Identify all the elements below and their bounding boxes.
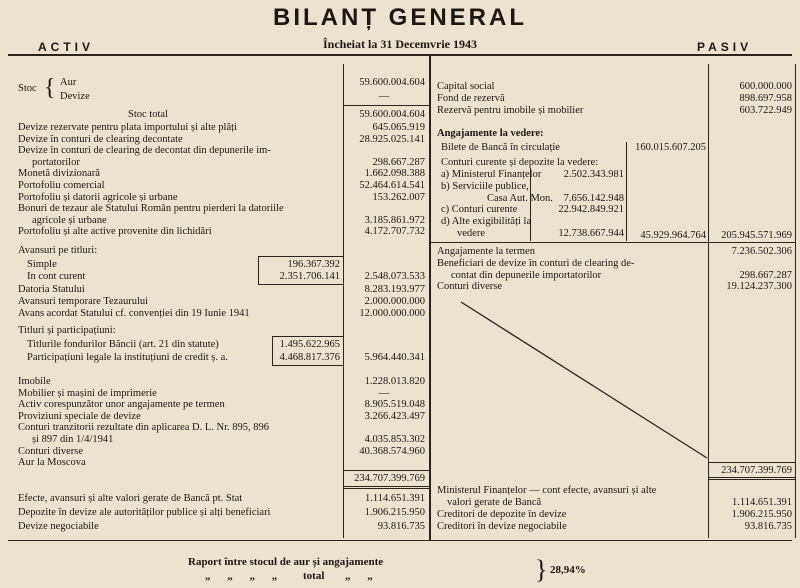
bilete-label: Bilete de Bancă în circulație [441, 142, 560, 153]
activ-row-label: Proviziuni speciale de devize [18, 410, 141, 422]
pasiv-row-value: 7.236.502.306 [731, 246, 792, 257]
activ-row-label: Activ corespunzător unor angajamente pe termen [18, 399, 225, 411]
activ-row-label: Devize rezervate pentru plata importului și alte plăți [18, 122, 237, 133]
conturi-sub-label: c) Conturi curente [441, 204, 518, 216]
pasiv-total: 234.707.399.769 [721, 465, 792, 476]
conturi-total: 45.929.964.764 [640, 230, 706, 241]
stoc-brace: { [44, 75, 56, 101]
bilete-value: 160.015.607.205 [635, 142, 706, 153]
raport-value: 28,94% [550, 564, 586, 576]
activ-row-value: 1.662.098.388 [364, 168, 425, 180]
activ-row-label: Datoria Statului [18, 284, 85, 295]
raport-line-2-prefix: „ „ „ „ [205, 570, 278, 582]
rule [708, 479, 795, 480]
pasiv-row-value: 19.124.237.300 [726, 281, 792, 293]
pasiv-row-label: Conturi diverse [437, 281, 503, 293]
activ-row-value: 153.262.007 [372, 191, 425, 203]
pasiv-row-value: 1.114.651.391 [732, 497, 792, 508]
avansuri-title: Avansuri pe titluri: [18, 245, 98, 256]
activ-row-value: 2.000.000.000 [364, 295, 425, 307]
filler-line [461, 302, 707, 458]
activ-row-value: 645.065.919 [372, 122, 425, 133]
conturi-sub-label: a) Ministerul Finanțelor [441, 169, 542, 180]
activ-row-value: 298.667.287 [372, 156, 425, 168]
activ-row-value: 1.228.013.820 [364, 376, 425, 387]
pasiv-row-value: 1.906.215.950 [731, 509, 792, 520]
activ-row-value: 52.464.614.541 [359, 180, 425, 191]
pasiv-row-value: 298.667.287 [739, 269, 792, 281]
activ-row-value: 8.905.519.048 [364, 399, 425, 411]
stoc-total-label: Stoc total [128, 109, 168, 120]
rule [431, 242, 795, 243]
activ-row-value: 1.114.651.391 [365, 493, 425, 504]
activ-row-value: 3.266.423.497 [364, 410, 425, 422]
header-rule [8, 54, 792, 56]
activ-row-label: Depozite în devize ale autorităților publice și alți beneficiari [18, 507, 271, 518]
conturi-sub-label: b) Serviciile publice, [441, 180, 529, 192]
pasiv-row-label: Creditori de depozite în devize [437, 509, 567, 520]
activ-row-label: Aur la Moscova [18, 457, 86, 469]
angajamente-title: Angajamente la vedere: [437, 128, 544, 139]
activ-heading: ACTIV [38, 40, 94, 54]
activ-row-value: 8.283.193.977 [364, 284, 425, 295]
pasiv-row-label: Angajamente la termen [437, 246, 535, 257]
activ-row-label: Portofoliu și alte active provenite din lichidări [18, 226, 212, 238]
pasiv-row-value: 93.816.735 [744, 521, 792, 532]
rule [343, 486, 429, 487]
activ-row-value: 12.000.000.000 [359, 307, 425, 319]
conturi-sub-label: vedere [457, 228, 485, 239]
conturi-sub-value: 7.656.142.948 [563, 192, 624, 204]
devize-value: — [378, 91, 390, 102]
activ-row-label: Efecte, avansuri și alte valori gerate de Bancă pt. Stat [18, 493, 243, 504]
pasiv-row-label: valori gerate de Bancă [447, 497, 542, 508]
pasiv-values-right-border [795, 64, 796, 538]
rule [343, 105, 429, 106]
activ-row-label: Portofoliu și datorii agricole și urbane [18, 191, 178, 203]
pasiv-row-value: 600.000.000 [739, 81, 792, 92]
activ-row-label: Bonuri de tezaur ale Statului Român pentru pierderi la datoriile [18, 203, 284, 215]
conturi-title: Conturi curente și depozite la vedere: [441, 157, 599, 168]
stoc-label: Stoc [18, 83, 37, 94]
pasiv-row-label: Capital social [437, 81, 495, 92]
aur-value: 59.600.004.604 [359, 77, 425, 88]
rule [708, 477, 795, 478]
pasiv-row-label: Ministerul Finanțelor — cont efecte, avansuri și alte [437, 485, 657, 496]
activ-total: 234.707.399.769 [354, 473, 425, 484]
titluri-fond-label: Titlurile fondurilor Băncii (art. 21 din statute) [27, 339, 219, 350]
pasiv-row-value: 898.697.958 [739, 92, 792, 104]
raport-line-1: Raport între stocul de aur și angajamente [188, 556, 384, 568]
angajamente-total: 205.945.571.969 [721, 230, 792, 241]
pasiv-row-label: Beneficiari de devize în conturi de clearing de- [437, 257, 635, 269]
pasiv-heading: PASIV [697, 40, 753, 54]
pasiv-row-value: 603.722.949 [739, 104, 792, 116]
pasiv-row-label: Rezervă pentru imobile și mobilier [437, 104, 584, 116]
activ-row-value: 3.185.861.972 [364, 214, 425, 226]
titluri-title: Titluri și participațiuni: [18, 325, 116, 336]
footer-rule [8, 540, 792, 541]
activ-row-label: Devize în conturi de clearing decontate [18, 133, 183, 145]
center-divider [429, 54, 431, 540]
activ-row-label: Devize negociabile [18, 521, 99, 532]
activ-row-label: Conturi diverse [18, 445, 84, 457]
page-title: BILANȚ GENERAL [273, 4, 527, 31]
aur-label: Aur [60, 77, 77, 88]
conturi-sub-label: Casa Aut. Mon. [487, 192, 553, 204]
raport-line-2-suffix: „ „ [345, 570, 373, 582]
conturi-sub-value: 22.942.849.921 [558, 204, 624, 216]
activ-row-label: și 897 din 1/4/1941 [32, 434, 114, 445]
activ-row-value: 4.035.853.302 [364, 434, 425, 445]
activ-row-label: Avansuri temporare Tezaurului [18, 295, 149, 307]
activ-row-label: portatorilor [32, 156, 80, 168]
rule [708, 462, 795, 463]
activ-row-value: 1.906.215.950 [364, 507, 425, 518]
raport-line-2-total: total [303, 570, 325, 582]
activ-row-value: 28.925.025.141 [359, 133, 425, 145]
stoc-total-value: 59.600.004.604 [359, 109, 425, 120]
activ-row-label: Mobilier și mașini de imprimerie [18, 387, 157, 399]
rule [343, 488, 429, 489]
page-subtitle: Încheiat la 31 Decemvrie 1943 [323, 37, 477, 51]
participatiuni-label: Participațiuni legale la instituțiuni de credit ș. a. [27, 352, 228, 363]
activ-row-label: Avans acordat Statului cf. convenției din 19 Iunie 1941 [18, 307, 250, 319]
activ-row-label: Portofoliu comercial [18, 180, 105, 191]
rule [343, 470, 429, 471]
cont-curent-value: 2.351.706.141 [279, 271, 340, 282]
activ-row-value: 93.816.735 [377, 521, 425, 532]
titluri-total: 5.964.440.341 [364, 352, 425, 363]
avansuri-total: 2.548.073.533 [364, 271, 425, 282]
cont-curent-label: In cont curent [27, 271, 86, 282]
simple-value: 196.367.392 [287, 259, 340, 270]
activ-row-label: Devize în conturi de clearing de decontat din depunerile im- [18, 145, 271, 157]
titluri-fond-value: 1.495.622.965 [279, 339, 340, 350]
conturi-sub-label: d) Alte exigibilități la [441, 216, 532, 228]
pasiv-row-label: Fond de rezervă [437, 92, 505, 104]
activ-row-label: Conturi tranzitorii rezultate din aplicarea D. L. Nr. 895, 896 [18, 422, 270, 434]
raport-brace: } [535, 555, 548, 584]
activ-row-value: 4.172.707.732 [364, 226, 425, 238]
activ-row-label: Monetă divizionară [18, 168, 100, 180]
activ-row-value: 40.368.574.960 [359, 445, 425, 457]
pasiv-row-label: Creditori în devize negociabile [437, 521, 567, 532]
pasiv-row-label: contat din depunerile importatorilor [451, 269, 602, 281]
activ-row-label: agricole și urbane [32, 214, 107, 226]
conturi-sub-value: 2.502.343.981 [563, 169, 624, 180]
participatiuni-value: 4.468.817.376 [279, 352, 340, 363]
activ-row-value: — [378, 387, 390, 399]
rule [626, 142, 627, 241]
simple-label: Simple [27, 259, 57, 270]
filler-diagonal [431, 298, 711, 464]
conturi-sub-value: 12.738.667.944 [558, 228, 624, 239]
devize-label: Devize [60, 91, 90, 102]
activ-row-label: Imobile [18, 376, 51, 387]
